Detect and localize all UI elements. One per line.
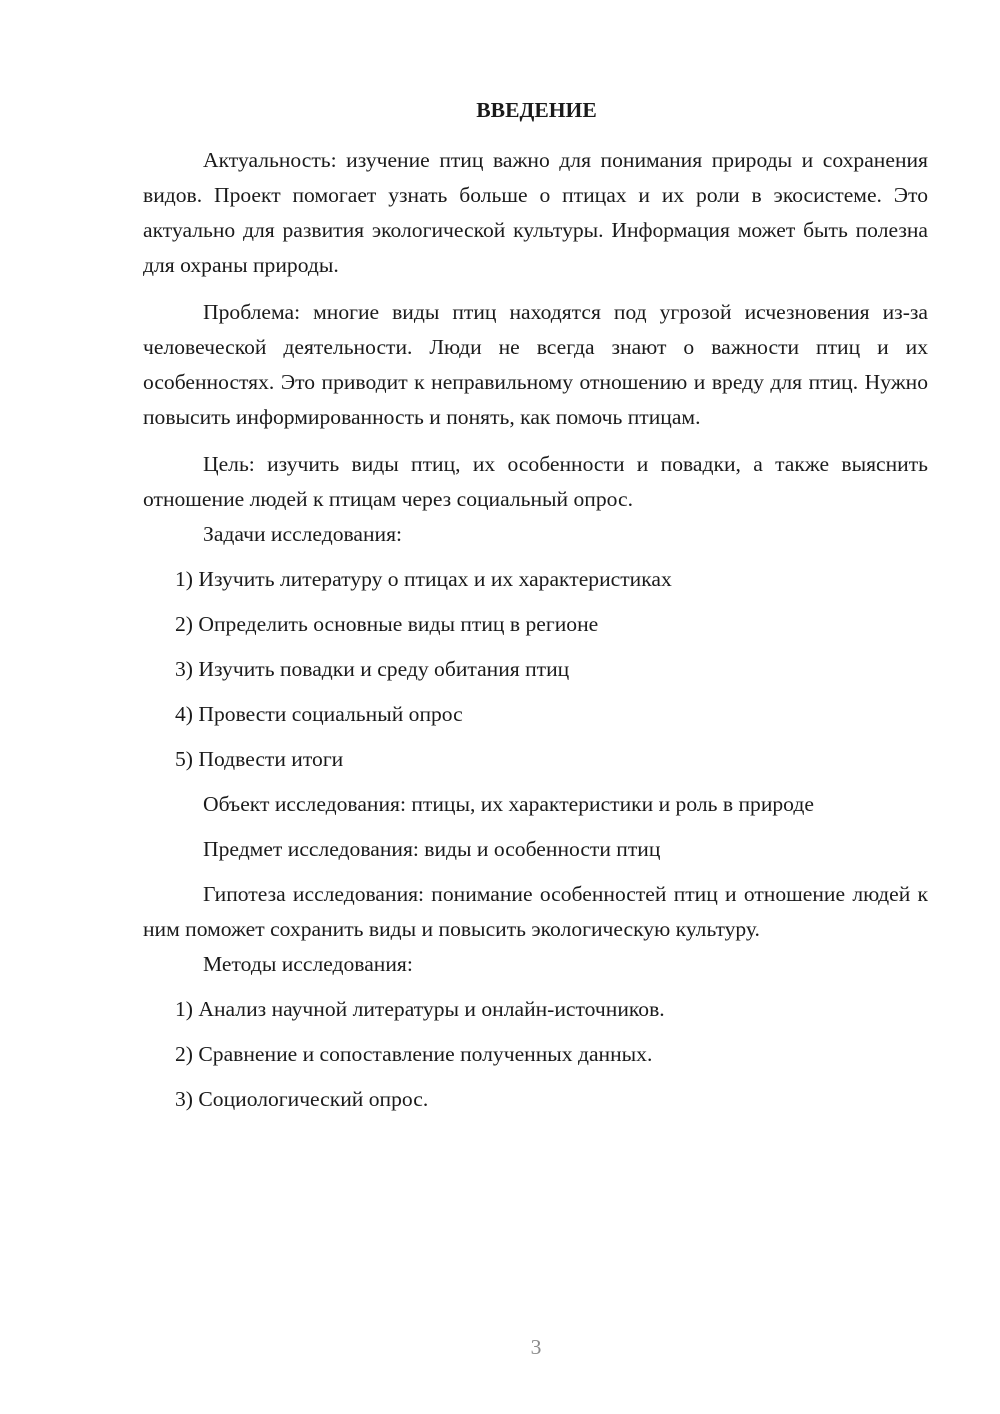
- object-line: Объект исследования: птицы, их характеристики и роль в природе: [203, 792, 814, 816]
- task-item: 5) Подвести итоги: [175, 747, 344, 771]
- subject-line: Предмет исследования: виды и особенности птиц: [203, 837, 661, 861]
- relevance-paragraph: Актуальность: изучение птиц важно для понимания природы и сохранения видов. Проект помогает узнать больше о птицах и их роли в экосистеме. Это актуально для развития экологической культуры. Информация может быть полезна для охраны природы.: [143, 148, 928, 277]
- method-item: 1) Анализ научной литературы и онлайн-источников.: [175, 997, 665, 1021]
- methods-heading: Методы исследования:: [203, 952, 413, 976]
- methods-list: [143, 992, 928, 1117]
- task-item: 2) Определить основные виды птиц в регионе: [175, 612, 599, 636]
- goal-paragraph: Цель: изучить виды птиц, их особенности и повадки, а также выяснить отношение людей к птицам через социальный опрос.: [143, 452, 928, 511]
- tasks-list: [143, 562, 928, 777]
- task-item: 1) Изучить литературу о птицах и их характеристиках: [175, 567, 672, 591]
- section-title: ВВЕДЕНИЕ: [476, 98, 597, 122]
- hypothesis-paragraph: Гипотеза исследования: понимание особенностей птиц и отношение людей к ним поможет сохранить виды и повысить экологическую культуру.: [143, 882, 928, 941]
- tasks-heading: Задачи исследования:: [203, 522, 403, 546]
- page-content: [143, 94, 928, 1117]
- method-item: 2) Сравнение и сопоставление полученных данных.: [175, 1042, 653, 1066]
- page-number: 3: [530, 1335, 542, 1359]
- problem-paragraph: Проблема: многие виды птиц находятся под угрозой исчезновения из-за человеческой деятельности. Люди не всегда знают о важности птиц и их особенностях. Это приводит к неправильному отношению и вреду для птиц. Нужно повысить информированность и понять, как помочь птицам.: [143, 300, 928, 429]
- task-item: 4) Провести социальный опрос: [175, 702, 463, 726]
- task-item: 3) Изучить повадки и среду обитания птиц: [175, 657, 570, 681]
- method-item: 3) Социологический опрос.: [175, 1087, 429, 1111]
